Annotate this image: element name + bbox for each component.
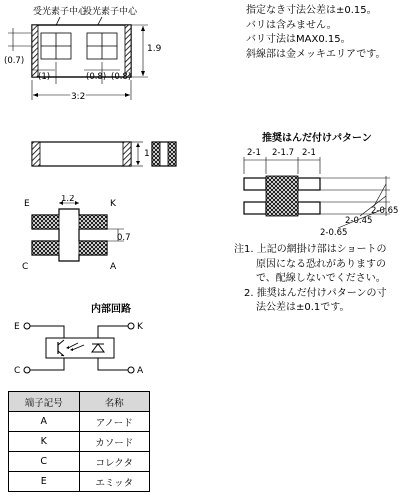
note-line-1: 指定なき寸法公差は±0.15。: [246, 5, 377, 16]
circuit-title: 内部回路: [91, 304, 131, 315]
note-line-2: バリは含みません。: [246, 19, 337, 31]
spec-notes: [246, 4, 386, 62]
footnotes: [234, 243, 412, 316]
circuit-pin-c: C: [14, 366, 21, 376]
receiver-center-label: 受光素子中心: [33, 7, 88, 17]
internal-circuit-diagram: [0, 312, 160, 382]
left-terminal-hatch: [32, 25, 38, 77]
dim-3-2: 3.2: [71, 92, 86, 102]
table-row: [9, 472, 150, 492]
terminal-symbol: E: [9, 472, 80, 492]
bottom-dim-0-7: 0.7: [117, 233, 131, 243]
pattern-dim-2-1-b: 2-1: [302, 148, 316, 158]
pattern-dim-2-1-7: 2-1.7: [272, 148, 294, 158]
terminal-symbol: A: [9, 412, 80, 432]
footnote-2-line-1: 2. 推奨はんだ付けパターンの寸: [244, 287, 387, 299]
bottom-dim-1-2: 1.2: [61, 195, 75, 204]
right-terminal-hatch: [125, 25, 131, 77]
pad-bottom-right: [298, 202, 320, 214]
solder-pattern-drawing: [234, 140, 415, 240]
note-line-3: バリ寸法はMAX0.15。: [246, 34, 351, 45]
dim-1: (1): [38, 72, 51, 82]
top-view-drawing: [0, 0, 240, 110]
terminal-symbol: C: [9, 452, 80, 472]
dim-0-8-a: (0.8): [86, 72, 107, 82]
pattern-dim-2-1-a: 2-1: [247, 148, 261, 158]
pad-top-left: [244, 178, 266, 190]
side-dim-1: 1: [144, 149, 150, 159]
pattern-dim-2-0-65-a: 2-0.65: [371, 206, 399, 216]
circuit-pin-k: K: [137, 322, 143, 332]
table-row: [9, 412, 150, 432]
footnote-1-line-2: 原因になる恐れがありますの: [256, 258, 386, 270]
pattern-dim-2-0-65-b: 2-0.65: [320, 228, 348, 238]
terminal-name: アノード: [79, 412, 150, 432]
circuit-pin-a: A: [137, 366, 144, 376]
table-row: [9, 452, 150, 472]
side-view-long: [32, 142, 131, 166]
bottom-pin-e: E: [24, 199, 30, 209]
pad-bottom-left: [244, 202, 266, 214]
pad-top-right: [298, 178, 320, 190]
dim-0-8-b: (0.8): [111, 72, 132, 82]
terminal-name: カソード: [79, 432, 150, 452]
pattern-title: 推奨はんだ付けパターン: [262, 133, 372, 144]
header-name: 名称: [79, 392, 150, 412]
footnote-2-line-2: 法公差は±0.1です。: [256, 302, 350, 313]
terminal-name: コレクタ: [79, 452, 150, 472]
bottom-pin-a: A: [110, 262, 117, 272]
terminal-name: エミッタ: [79, 472, 150, 492]
terminal-symbol: K: [9, 432, 80, 452]
note-line-4: 斜線部は金メッキエリアです。: [246, 48, 386, 60]
circuit-pin-e: E: [14, 322, 20, 332]
header-terminal-symbol: 端子記号: [9, 392, 80, 412]
bottom-pin-c: C: [22, 262, 29, 272]
table-row: [9, 432, 150, 452]
emitter-center-label: 投光素子中心: [83, 7, 138, 17]
footnote-1-line-1: 注1. 上記の網掛け部はショートの: [234, 244, 387, 255]
terminal-table: [8, 391, 150, 492]
footnote-1-line-3: で、配線しないでください。: [256, 273, 386, 284]
dim-0-7-left: (0.7): [4, 56, 25, 66]
pattern-dim-2-0-45: 2-0.45: [345, 216, 373, 226]
bottom-view-drawing: [0, 195, 160, 275]
dim-1-9: 1.9: [147, 44, 162, 54]
keepout-mesh: [266, 176, 298, 216]
bottom-pin-k: K: [110, 199, 116, 209]
side-views: [0, 130, 220, 180]
